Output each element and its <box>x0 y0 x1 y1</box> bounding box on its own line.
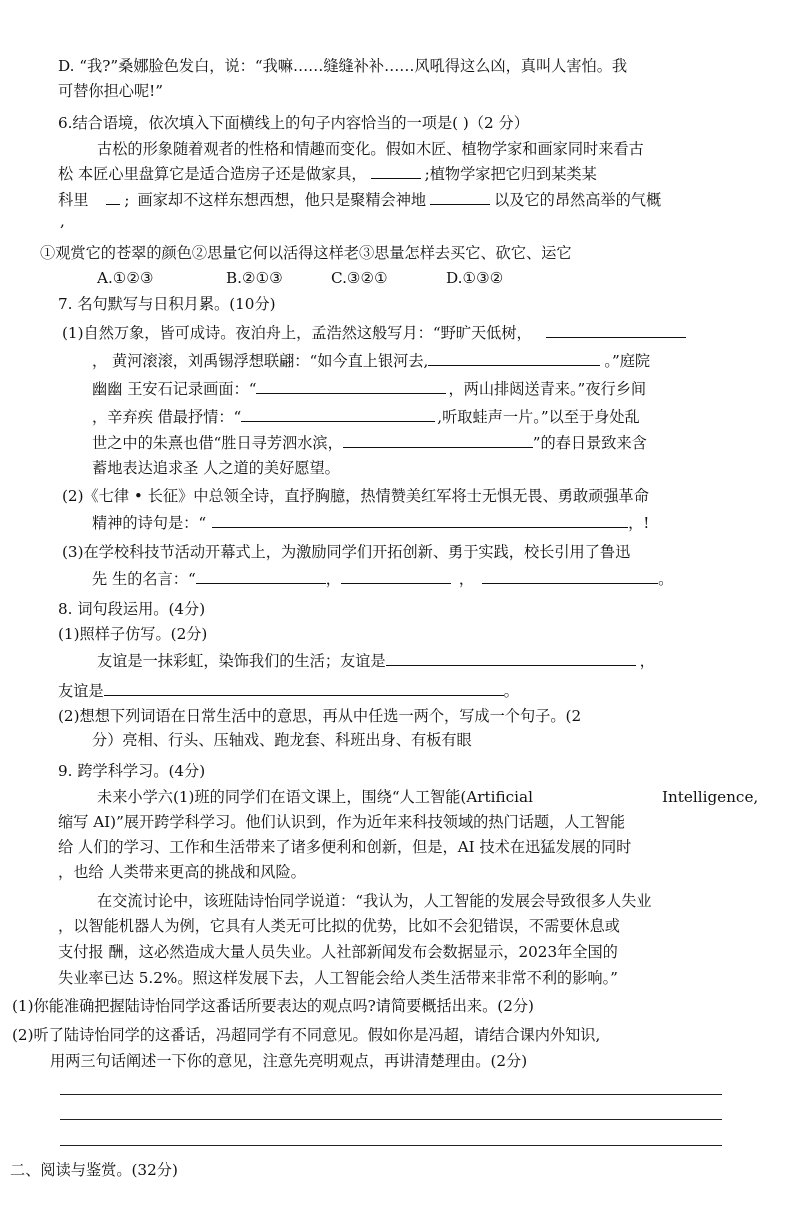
q6-passage-text: ;植物学家把它归到某类某 <box>424 165 597 183</box>
q7-s1-line-1 <box>62 322 686 343</box>
q6-passage-line-4: , <box>60 212 65 230</box>
q6-items: ①观赏它的苍翠的颜色②思量它何以活得这样老③思量怎样去买它、砍它、运它 <box>40 244 572 262</box>
q9-sub-question-1: (1)你能准确把握陆诗怡同学这番话所要表达的观点吗?请简要概括出来。(2分) <box>12 997 534 1015</box>
q7-blank-5[interactable] <box>343 432 533 448</box>
q7-text: ”的春日景致来含 <box>532 434 647 452</box>
q7-s1-line-4 <box>92 406 640 427</box>
q9-sub-question-2-line-2: 用两三句话阐述一下你的意见，注意先亮明观点，再讲清楚理由。(2分) <box>50 1052 528 1070</box>
q8-s1-line-1 <box>97 650 655 671</box>
answer-line[interactable] <box>60 1094 722 1095</box>
q8-text: 友谊是 <box>58 682 104 700</box>
q7-blank-6[interactable] <box>212 512 628 528</box>
q9-p1-line-3: 给 人们的学习、工作和生活带来了诸多便利和创新，但是，AI 技术在迅猛发展的同时 <box>58 838 632 856</box>
q6-passage-text: 以及它的昂然高举的气概 <box>494 191 662 209</box>
q6-title: 6.结合语境，依次填入下面横线上的句子内容恰当的一项是( )（2 分） <box>58 114 529 132</box>
q6-passage-text: 科里 <box>58 191 89 209</box>
q7-blank-9[interactable] <box>482 568 658 584</box>
q9-p2-line-2: ，以智能机器人为例，它具有人类无可比拟的优势，比如不会犯错误，不需要休息或 <box>58 917 620 935</box>
q9-p2-line-1: 在交流讨论中，该班陆诗怡同学说道：“我认为，人工智能的发展会导致很多人失业 <box>97 892 652 910</box>
q8-title: 8. 词句段运用。(4分) <box>58 600 206 618</box>
q6-passage-line-1: 古松的形象随着观者的性格和情趣而变化。假如木匠、植物学家和画家同时来看古 <box>97 140 644 158</box>
q7-blank-8[interactable] <box>341 568 451 584</box>
q8-s2-line-2: 分）亮相、行头、压轴戏、跑龙套、科班出身、有板有眼 <box>92 731 472 749</box>
q7-text: 精神的诗句是：“ <box>92 514 207 532</box>
q8-text: 。 <box>503 682 519 700</box>
q7-text: ，! <box>628 514 650 532</box>
option-d-line-2: 可替你担心呢!” <box>58 82 163 100</box>
q8-text: 友谊是一抹彩虹，染饰我们的生活；友谊是 <box>97 652 386 670</box>
q6-option-a[interactable]: A.①②③ <box>97 269 154 287</box>
q6-blank-1[interactable] <box>371 163 421 179</box>
q8-s1-title: (1)照样子仿写。(2分) <box>58 625 208 643</box>
q7-text: 幽幽 王安石记录画面：“ <box>92 380 257 398</box>
q7-s1-line-6: 蓄地表达追求圣 人之道的美好愿望。 <box>92 459 340 477</box>
q7-s2-line-1: (2)《七律 • 长征》中总领全诗，直抒胸臆，热情赞美红军将士无惧无畏、勇敢顽强革命 <box>62 487 649 505</box>
q9-title: 9. 跨学科学习。(4分) <box>58 762 206 780</box>
answer-line[interactable] <box>60 1119 722 1120</box>
answer-line[interactable] <box>60 1145 722 1146</box>
q7-s1-line-5 <box>92 432 647 453</box>
q8-s2-line-1: (2)想想下列词语在日常生活中的意思，再从中任选一两个，写成一个句子。(2 <box>58 707 582 725</box>
option-d-line-1: D. “我?”桑娜脸色发白，说：“我嘛……缝缝补补……风吼得这么凶，真叫人害怕。我 <box>58 57 628 75</box>
q6-passage-line-2 <box>58 163 597 184</box>
q9-p1-line-4: ，也给 人类带来更高的挑战和风险。 <box>58 863 306 881</box>
section-2-heading: 二、阅读与鉴赏。(32分) <box>10 1161 178 1179</box>
q8-blank-1[interactable] <box>386 650 636 666</box>
q7-s3-line-2 <box>92 568 673 589</box>
q8-text: ， <box>639 652 655 670</box>
q6-passage-text: ; <box>124 191 130 209</box>
q7-text: ， 黄河滚滚，刘禹锡浮想联翩：“如今直上银河去, <box>92 352 429 370</box>
q7-text: 。”庭院 <box>604 352 651 370</box>
q7-text: ，辛弃疾 借最抒情：“ <box>92 408 242 426</box>
q7-s1-line-2 <box>92 350 650 371</box>
q7-title: 7. 名句默写与日积月累。(10分) <box>58 295 276 313</box>
q7-text: ,听取蛙声一片。”以至于身处乱 <box>437 408 640 426</box>
q6-blank-3[interactable] <box>430 189 490 205</box>
q9-sub-question-2-line-1: (2)听了陆诗怡同学的这番话，冯超同学有不同意见。假如你是冯超，请结合课内外知识, <box>12 1026 601 1044</box>
q9-p1-line-2: 缩写 AI)”展开跨学科学习。他们认识到，作为近年来科技领域的热门话题，人工智能 <box>58 813 626 831</box>
q8-blank-2[interactable] <box>104 680 504 696</box>
q7-blank-7[interactable] <box>196 568 326 584</box>
q6-option-d[interactable]: D.①③② <box>446 269 504 287</box>
q7-text: 世之中的朱熹也借“胜日寻芳泗水滨， <box>92 434 343 452</box>
q6-option-c[interactable]: C.③②① <box>331 269 388 287</box>
q6-blank-2[interactable] <box>106 189 120 205</box>
q7-blank-4[interactable] <box>241 406 435 422</box>
q6-passage-line-3 <box>58 189 661 210</box>
q6-passage-text: 松 本匠心里盘算它是适合造房子还是做家具， <box>58 165 367 183</box>
q9-p1-line-1: 未来小学六(1)班的同学们在语文课上，围绕“人工智能(Artificial <box>97 788 533 806</box>
q7-blank-3[interactable] <box>256 378 446 394</box>
q7-text: ， <box>325 570 341 588</box>
q7-text: 。 <box>658 570 674 588</box>
q7-blank-2[interactable] <box>428 350 600 366</box>
q9-p2-line-4: 失业率已达 5.2%。照这样发展下去，人工智能会给人类生活带来非常不利的影响。” <box>58 969 618 987</box>
q7-text: (1)自然万象，皆可成诗。夜泊舟上，孟浩然这般写月：“野旷天低树， <box>62 324 532 342</box>
q7-s3-line-1: (3)在学校科技节活动开幕式上，为激励同学们开拓创新、勇于实践，校长引用了鲁迅 <box>62 543 631 561</box>
q7-text: ，两山排闼送青来。”夜行乡间 <box>448 380 647 398</box>
q9-p1-line-1-end: Intelligence, <box>662 788 759 806</box>
q6-option-b[interactable]: B.②①③ <box>226 269 283 287</box>
q6-passage-text: 画家却不这样东想西想，他只是聚精会神地 <box>137 191 427 209</box>
q7-s2-line-2 <box>92 512 649 533</box>
q8-s1-line-2 <box>58 680 519 701</box>
q7-text: 先 生的名言：“ <box>92 570 196 588</box>
q7-blank-1[interactable] <box>546 322 686 338</box>
q9-p2-line-3: 支付报 酬，这必然造成大量人员失业。人社部新闻发布会数据显示，2023年全国的 <box>58 943 618 961</box>
q7-text: ， <box>458 570 475 588</box>
q7-s1-line-3 <box>92 378 646 399</box>
